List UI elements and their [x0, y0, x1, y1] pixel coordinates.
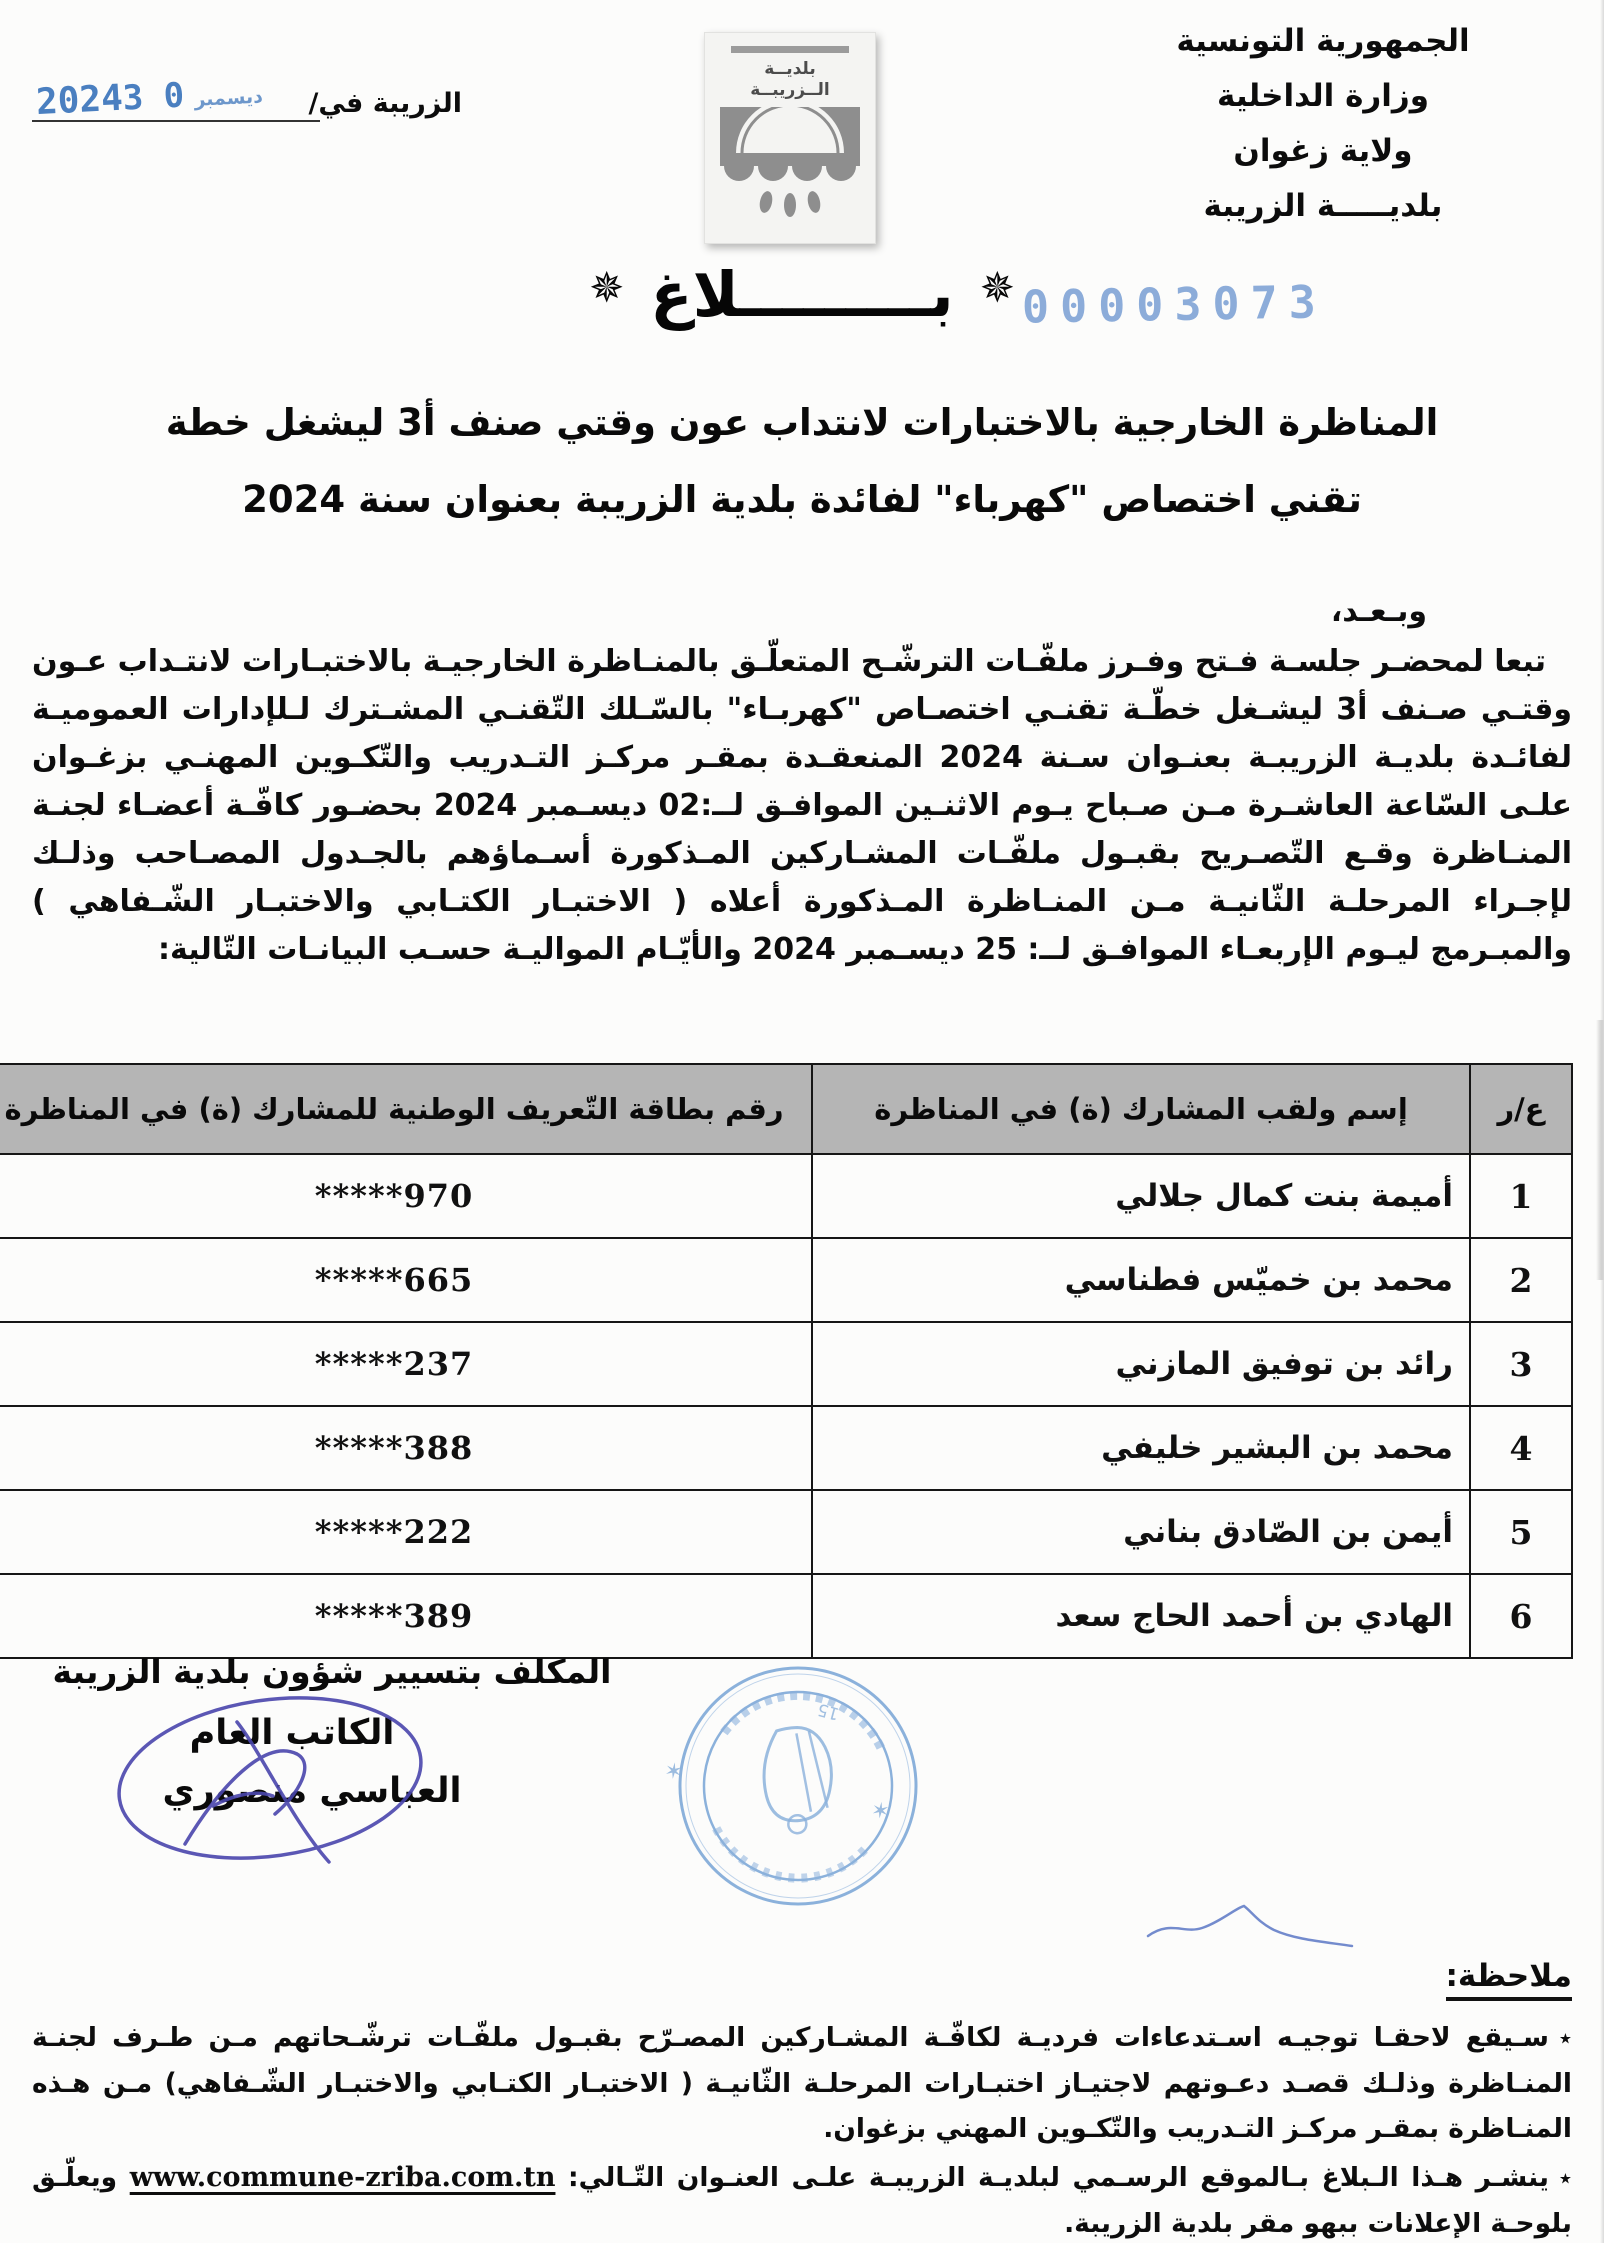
star-ornament-icon: ✵ — [589, 263, 625, 312]
participants-table — [0, 1063, 1573, 1659]
participant-name: أميمة بنت كمال جلالي — [812, 1154, 1470, 1238]
participant-name: محمد بن البشير خليفي — [812, 1406, 1470, 1490]
signatory-title: الكاتب العام — [189, 1713, 395, 1753]
pen-scribble — [1140, 1898, 1360, 1958]
star-bullet-icon: ٭ — [1558, 2164, 1572, 2192]
participant-id: *****665 — [0, 1238, 812, 1322]
row-index: 3 — [1470, 1322, 1572, 1406]
dome-arches-emblem-icon — [720, 107, 860, 219]
note-2-text-after-url: ويعلّـق بلوحـة الإعلانات ببهو مقر بلدية الزريبة. — [32, 2162, 1572, 2239]
table-row — [0, 1322, 1572, 1406]
note-2-text-before-url: ينشـر هـذا الـبلاغ بـالموقع الرسـمي لبلديـة الزريبـة علـى العنـوان التّـالي: — [568, 2162, 1549, 2193]
row-index: 6 — [1470, 1574, 1572, 1658]
participant-name: الهادي بن أحمد الحاج سعد — [812, 1574, 1470, 1658]
row-index: 5 — [1470, 1490, 1572, 1574]
stamp-month: ديسمبر — [193, 85, 264, 111]
note-item-1 — [32, 2015, 1572, 2151]
announcement-title — [0, 258, 1604, 334]
stamp-year: 2024 — [35, 77, 124, 124]
participant-name: أيمن بن الصّادق بناني — [812, 1490, 1470, 1574]
svg-text:15: 15 — [815, 1698, 842, 1724]
notes-heading: ملاحظة: — [1446, 1958, 1572, 2001]
star-ornament-icon: ✵ — [979, 263, 1015, 312]
participant-id: *****237 — [0, 1322, 812, 1406]
logo-top-bar — [731, 46, 849, 53]
star-bullet-icon: ٭ — [1558, 2024, 1572, 2052]
row-index: 1 — [1470, 1154, 1572, 1238]
body-paragraph: تبعا لمحضـر جلسـة فـتح وفـرز ملفّـات الترشّـح المتعلّـق بالمنـاظرة الخارجيـة بالاختبـارات لانتـداب عـون وقتـي صـنف أ3 ليشـغل خطّـة تقنـي اختصـاص "كهربـاء" بالسّـلك التّقنـي المشـترك لـلإدارات العموميـة لفائـدة بلديـة الزريبـة بعنـوان سـنة 2024 المنعقـدة بمقـر مركـز التـدريب والتّكـوين المهنـي بزغـوان علـى السّاعة العاشـرة مـن صـباح يـوم الاثنـين الموافـق لــ:02 ديسـمبر 2024 بحضـور كافّـة أعضـاء لجنـة المنـاظرة وقـع التّصـريح بقبـول ملفّـات المشـاركين المـذكورة أسـماؤهم بالجـدول المصـاحب وذلـك لإجـراء المرحلـة الثّانيـة مـن المنـاظرة المـذكورة أعلاه ( الاختبـار الكتـابي والاختبـار الشّـفاهي ) والمبـرمج ليـوم الإربعـاء الموافـق لــ: 25 ديسـمبر 2024 والأيّـام المواليـة حسـب البيانـات التّالية: — [32, 644, 1572, 967]
date-label: الزريبة في/ — [308, 88, 462, 119]
body-opening: وبـعـد، — [1330, 594, 1427, 629]
participant-name: محمد بن خميّس فطناسي — [812, 1238, 1470, 1322]
signatory-name: العباسي منصوري — [162, 1771, 462, 1811]
participant-id: *****389 — [0, 1574, 812, 1658]
municipality-website-url: www.commune-zriba.com.tn — [129, 2162, 556, 2193]
logo-text-line2: الــزريبــة — [750, 80, 830, 100]
body-text — [32, 588, 1572, 974]
handwritten-signature — [85, 1686, 455, 1876]
participant-id: *****388 — [0, 1406, 812, 1490]
svg-text:✶: ✶ — [662, 1758, 685, 1786]
municipality-logo — [704, 32, 876, 244]
date-stamp — [35, 70, 274, 123]
table-row — [0, 1406, 1572, 1490]
logo-text-line1: بلديــة — [764, 59, 816, 79]
header-municipality: بلديـــــة الزريبة — [1203, 188, 1443, 224]
header-national-id: رقم بطاقة التّعريف الوطنية للمشارك (ة) في المناظرة — [0, 1064, 812, 1154]
notes-section — [32, 1958, 1572, 2243]
signatory-role: المكلف بتسيير شؤون بلدية الزريبة — [52, 1652, 612, 1691]
table-header-row — [0, 1064, 1572, 1154]
competition-title-line1: المناظرة الخارجية بالاختبارات لانتداب عون وقتي صنف أ3 ليشغل خطة — [165, 401, 1439, 444]
announcement-word: بـــــــــلاغ — [650, 258, 954, 331]
participant-id: *****970 — [0, 1154, 812, 1238]
note-1-text: سـيقع لاحقـا توجيـه اسـتدعاءات فرديـة لكافّـة المشـاركين المصـرّح بقبـول ملفّـات ترشّـحاتهم مـن طـرف لجنـة المنـاظرة وذلـك قصـد دعـوتهم لاجتيـاز اختبـارات المرحلـة الثّانيـة ( الاختبـار الكتـابي والاختبـار الشّـفاهي) مـن هـذه المنـاظرة بمقـر مركـز التـدريب والتّكـوين المهني بزغوان. — [32, 2022, 1572, 2144]
table-row — [0, 1238, 1572, 1322]
participant-name: رائد بن توفيق المازني — [812, 1322, 1470, 1406]
row-index: 2 — [1470, 1238, 1572, 1322]
header-ministry: وزارة الداخلية — [1217, 78, 1429, 114]
header-republic: الجمهورية التونسية — [1176, 23, 1470, 59]
scan-edge-shadow — [1600, 0, 1604, 2243]
competition-title-line2: تقني اختصاص "كهرباء" لفائدة بلدية الزريبة بعنوان سنة 2024 — [242, 478, 1362, 521]
government-header — [1088, 14, 1558, 234]
competition-title — [60, 384, 1544, 538]
table-row — [0, 1154, 1572, 1238]
table-row — [0, 1490, 1572, 1574]
svg-text:✶: ✶ — [869, 1798, 891, 1826]
stamp-day: 0 3 — [121, 75, 186, 119]
official-round-stamp — [652, 1642, 944, 1930]
participant-id: *****222 — [0, 1490, 812, 1574]
reference-number-stamp: 00003073 — [1021, 275, 1328, 334]
header-governorate: ولاية زغوان — [1233, 133, 1413, 169]
date-line — [26, 74, 462, 134]
header-name: إسم ولقب المشارك (ة) في المناظرة — [812, 1064, 1470, 1154]
note-item-2 — [32, 2155, 1572, 2243]
header-index: ع/ر — [1470, 1064, 1572, 1154]
row-index: 4 — [1470, 1406, 1572, 1490]
